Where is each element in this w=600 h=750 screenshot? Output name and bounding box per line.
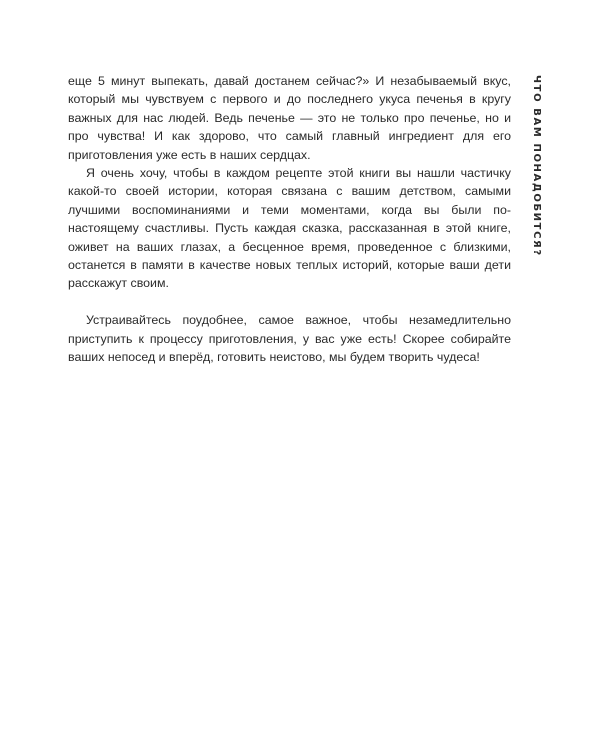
paragraph-2: Я очень хочу, чтобы в каждом рецепте этой книги вы нашли частичку какой-то своей истории, которая связана с вашим детством, самыми лучшими воспоминаниями и теми моментами, когда вы были по-настоящему счастливы. Пусть каждая сказка, рассказанная в этой книге, оживет на ваших глазах, а бесценное время, проведенное с близкими, останется в памяти в качестве новых теплых историй, которые ваши дети расскажут своим. <box>68 166 511 291</box>
section-side-title: ЧТО ВАМ ПОНАДОБИТСЯ? <box>531 75 542 257</box>
paragraph-1: еще 5 минут выпекать, давай достанем сейчас?» И незабываемый вкус, который мы чувствуем с первого и до последнего укуса печенья в кругу важных для нас людей. Ведь печенье — это не только про печенье, но и про чувства! И как здорово, что самый главный ингредиент для его приготовления уже есть в наших сердцах. <box>68 74 511 162</box>
body-text <box>68 72 511 366</box>
paragraph-3: Устраивайтесь поудобнее, самое важное, чтобы незамедлительно приступить к процессу приготовления, у вас уже есть! Скорее собирайте ваших непосед и вперёд, готовить неистово, мы будем творить чудеса! <box>68 313 511 365</box>
